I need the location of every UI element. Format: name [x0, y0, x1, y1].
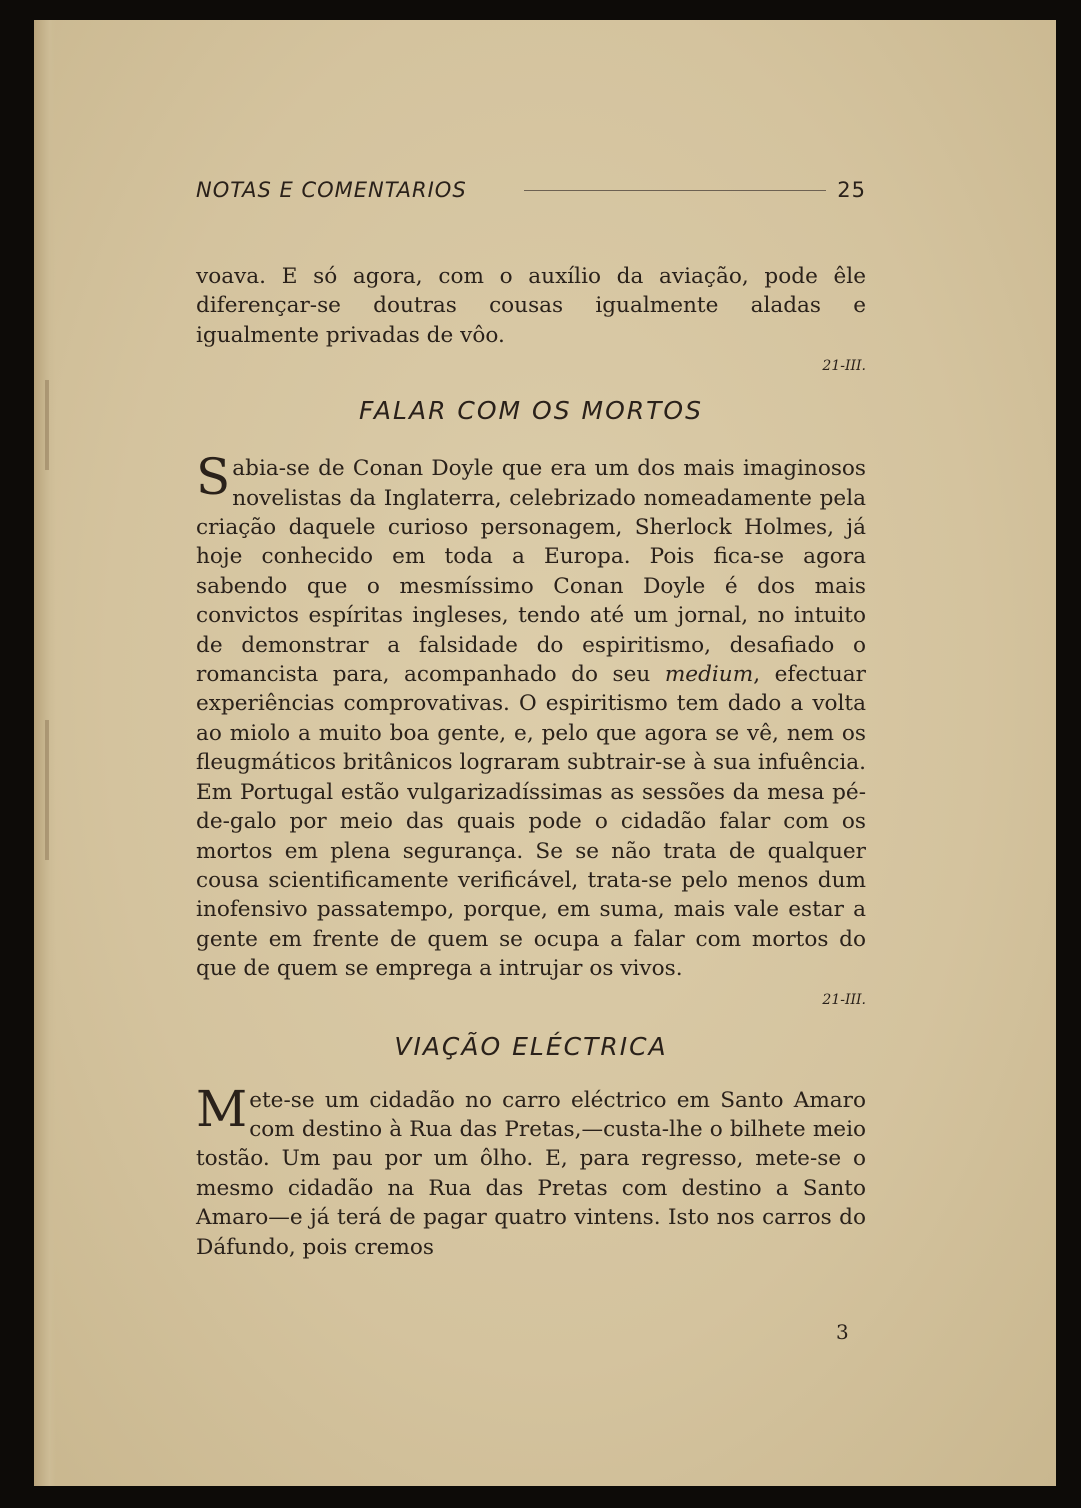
- running-head: [196, 178, 866, 212]
- paragraph-text: abia-se de Conan Doyle que era um dos mais imaginosos novelistas da Inglaterra, celebrizado nomeadamente pela criação daquele curioso personagem, Sherlock Holmes, já hoje conhecido em toda a Europa. Pois fica-se agora sabendo que o mesmíssimo Conan Doyle é dos mais convictos espíritas ingleses, tendo até um jornal, no intuito de demonstrar a falsidade do espiritismo, desafiado o romancista para, acompanhado do seu: [196, 456, 866, 688]
- article-date: 21-III.: [822, 358, 866, 375]
- article-paragraph: [196, 1079, 866, 1262]
- page-content: [196, 178, 866, 1262]
- article-date: 21-III.: [822, 991, 866, 1008]
- running-title: NOTAS E COMENTARIOS: [196, 178, 467, 202]
- italic-term: medium: [664, 662, 754, 688]
- header-rule: [524, 190, 826, 191]
- drop-cap: S: [196, 448, 231, 507]
- article-paragraph: [196, 448, 866, 983]
- paragraph-text: ete-se um cidadão no carro eléctrico em Santo Amaro com destino à Rua das Pretas,—custa-lhe o bilhete meio tostão. Um pau por um ôlho. E, para regresso, mete-se o mesmo cidadão na Rua das Pretas com destino a Santo Amaro—e já terá de pagar quatro vintens. Isto nos carros do Dáfundo, pois cremos: [196, 1087, 866, 1260]
- book-page: [34, 20, 1056, 1486]
- paragraph-text: , efectuar experiências comprovativas. O espiritismo tem dado a volta ao miolo a muito boa gente, e, pelo que agora se vê, nem os fleugmáticos britânicos lograram subtrair-se à sua infuência. Em Portugal estão vulgarizadíssimas as sessões da mesa pé-de-galo por meio das quais pode o cidadão falar com os mortos em plena segurança. Se se não trata de qualquer cousa scientificamente verificável, trata-se pelo menos dum inofensivo passatempo, porque, em suma, mais vale estar a gente em frente de quem se ocupa a falar com mortos do que de quem se emprega a intrujar os vivos.: [196, 662, 866, 982]
- drop-cap: M: [196, 1079, 248, 1138]
- signature-mark: 3: [836, 1320, 849, 1344]
- article-heading: VIAÇÃO ELÉCTRICA: [394, 1031, 668, 1061]
- page-number: 25: [837, 178, 866, 202]
- continued-paragraph: voava. E só agora, com o auxílio da aviação, pode êle diferençar-se doutras cousas igualmente aladas e igualmente privadas de vôo.: [196, 264, 866, 348]
- edge-stain: [45, 720, 49, 860]
- edge-stain: [45, 380, 49, 470]
- article-heading: FALAR COM OS MORTOS: [359, 396, 703, 426]
